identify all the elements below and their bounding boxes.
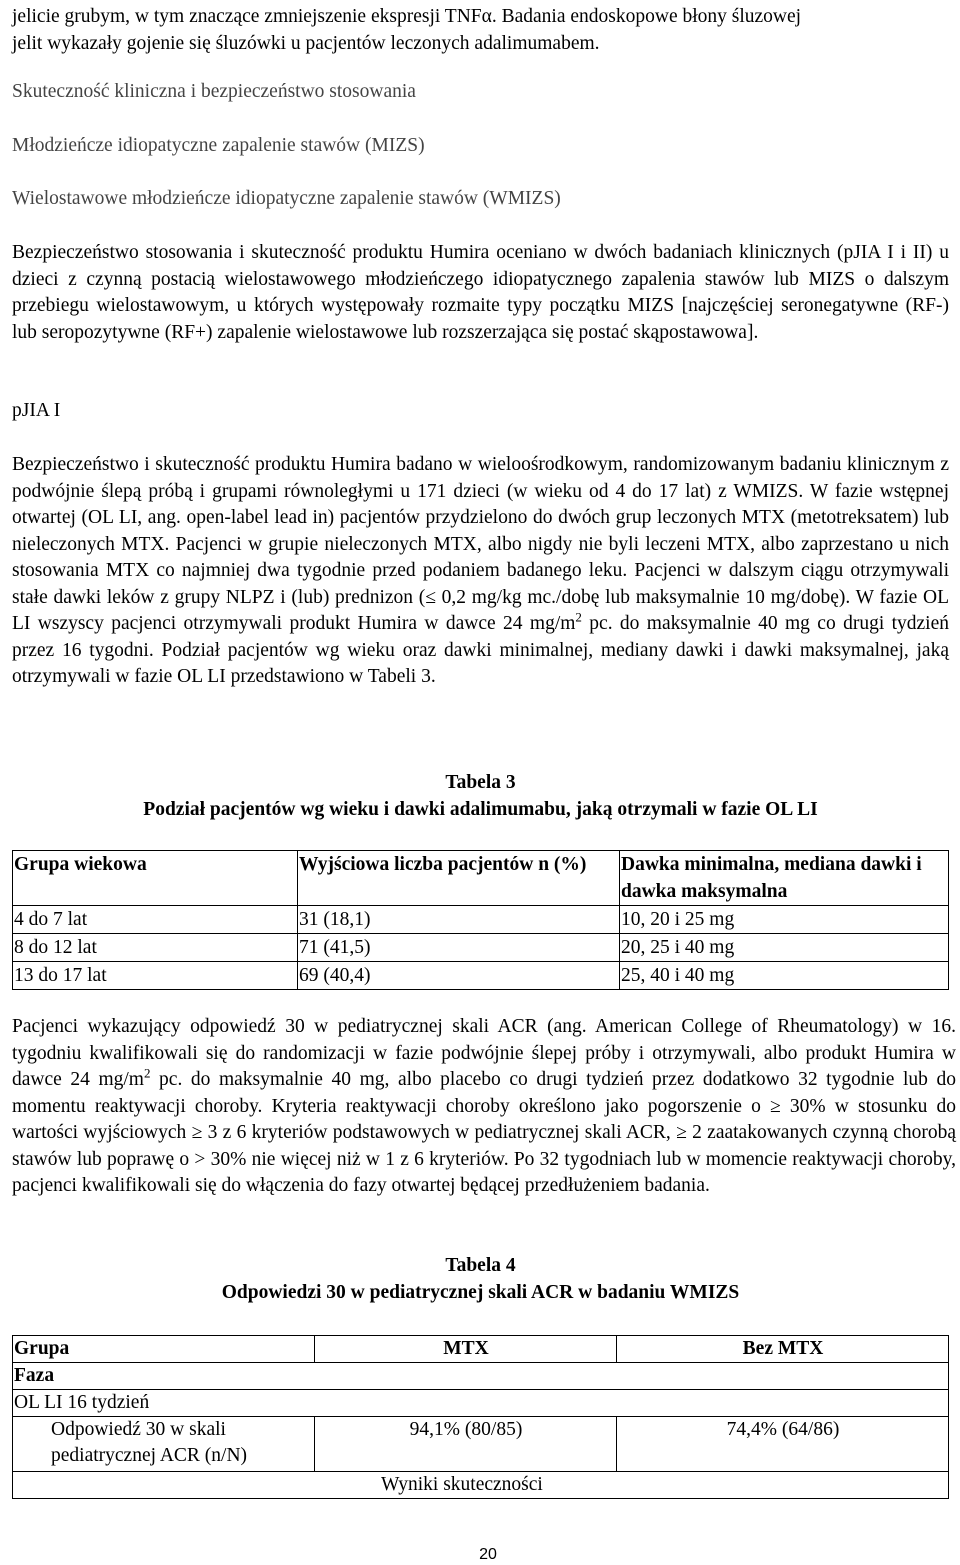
table-row (13, 906, 949, 934)
study-subheading: pJIA I (12, 400, 61, 421)
paragraph-study-design (12, 452, 949, 691)
section-heading: Skuteczność kliniczna i bezpieczeństwo stosowania (12, 81, 416, 102)
page-number: 20 (479, 1546, 497, 1563)
para3-text-a: Pacjenci wykazujący odpowiedź 30 w pediatrycznej skali ACR (ang. American College of Rheumatology) w 16. tygodniu kwalifikowali się do randomizacji w fazie podwójnie ślepej próby i otrzymywali, albo produkt Humira w dawce 24 mg/m (12, 1016, 956, 1090)
table3-cell: 13 do 17 lat (13, 962, 298, 990)
table3-header-cell: Dawka minimalna, mediana dawki i dawka maksymalna (620, 851, 949, 906)
table3-header-cell: Wyjściowa liczba pacjentów n (%) (298, 851, 620, 906)
table3-cell: 4 do 7 lat (13, 906, 298, 934)
table3 (12, 850, 949, 990)
table-row (13, 1390, 949, 1417)
table-row (13, 1363, 949, 1390)
table3-cell: 71 (41,5) (298, 934, 620, 962)
table-row (13, 1417, 949, 1472)
intro-line-1: jelicie grubym, w tym znaczące zmniejszenie ekspresji TNFα. Badania endoskopowe błony śluzowej (12, 6, 802, 27)
table-row (13, 934, 949, 962)
table4-cell: 74,4% (64/86) (617, 1417, 949, 1472)
sub-subsection-heading: Wielostawowe młodzieńcze idiopatyczne zapalenie stawów (WMIZS) (12, 188, 561, 209)
table3-cell: 8 do 12 lat (13, 934, 298, 962)
paragraph-randomization (12, 1014, 956, 1200)
table3-cell: 10, 20 i 25 mg (620, 906, 949, 934)
table3-title: Podział pacjentów wg wieku i dawki adalimumabu, jaką otrzymali w fazie OL LI (143, 799, 818, 820)
subsection-heading: Młodzieńcze idiopatyczne zapalenie stawów (MIZS) (12, 135, 425, 156)
table4-cell: Bez MTX (617, 1336, 949, 1363)
table3-label: Tabela 3 (445, 772, 516, 793)
table4-cell: OL LI 16 tydzień (13, 1390, 949, 1417)
table4 (12, 1335, 949, 1499)
table4-cell: Faza (13, 1363, 949, 1390)
table4-cell: Odpowiedź 30 w skali pediatrycznej ACR (n/N) (13, 1417, 315, 1472)
table3-cell: 69 (40,4) (298, 962, 620, 990)
para3-text-b: pc. do maksymalnie 40 mg, albo placebo co drugi tydzień przez dodatkowo 32 tygodnie lub do momentu reaktywacji choroby. Kryteria reaktywacji choroby określono jako pogorszenie o ≥ 30% w stosunku do wartości wyjściowych ≥ 3 z 6 kryteriów podstawowych w pediatrycznej skali ACR, ≥ 2 zaatakowanych czynną chorobą stawów lub poprawę o > 30% nie więcej niż w 1 z 6 kryteriów. Po 32 tygodniach lub w momencie reaktywacji choroby, pacjenci kwalifikowali się do włączenia do fazy otwartej będącej przedłużeniem badania. (12, 1069, 956, 1196)
para2-text-b: pc. do maksymalnie 40 mg co drugi tydzień przez 16 tygodni. Podział pacjentów wg wieku oraz dawki minimalnej, mediany dawki i dawki maksymalnej, jaką otrzymywali w fazie OL LI przedstawiono w Tabeli 3. (12, 613, 949, 687)
table-header-row (13, 851, 949, 906)
para3-sup: 2 (143, 1065, 151, 1081)
para2-text-a: Bezpieczeństwo i skuteczność produktu Humira badano w wieloośrodkowym, randomizowanym badaniu klinicznym z podwójnie ślepą próbą i grupami równoległymi u 171 dzieci (w wieku od 4 do 17 lat) z WMIZS. W fazie wstępnej otwartej (OL LI, ang. open-label lead in) pacjentów przydzielono do dwóch grup leczonych MTX (metotreksatem) lub nieleczonych MTX. Pacjenci w grupie nieleczonych MTX, albo nigdy nie byli leczeni MTX, albo zaprzestano u nich stosowania MTX co najmniej dwa tygodnie przed podaniem badanego leku. Pacjenci w dalszym ciągu otrzymywali stałe dawki leków z grupy NLPZ i (lub) prednizon (≤ 0,2 mg/kg mc./dobę lub maksymalnie 10 mg/dobę). W fazie OL LI wszyscy pacjenci otrzymywali produkt Humira w dawce 24 mg/m (12, 454, 949, 634)
table3-cell: 25, 40 i 40 mg (620, 962, 949, 990)
para2-sup: 2 (575, 609, 582, 625)
table3-cell: 20, 25 i 40 mg (620, 934, 949, 962)
table-row (13, 1472, 949, 1499)
table4-cell: Grupa (13, 1336, 315, 1363)
table4-cell: 94,1% (80/85) (315, 1417, 617, 1472)
table3-cell: 31 (18,1) (298, 906, 620, 934)
table3-header-cell: Grupa wiekowa (13, 851, 298, 906)
table4-label: Tabela 4 (445, 1255, 516, 1276)
table-row (13, 962, 949, 990)
table-row (13, 1336, 949, 1363)
table4-cell: MTX (315, 1336, 617, 1363)
table4-title: Odpowiedzi 30 w pediatrycznej skali ACR w badaniu WMIZS (221, 1282, 740, 1303)
paragraph-study-overview: Bezpieczeństwo stosowania i skuteczność produktu Humira oceniano w dwóch badaniach klinicznych (pJIA I i II) u dzieci z czynną postacią wielostawowego młodzieńczego idiopatycznego zapalenia stawów lub MIZS o dalszym przebiegu wielostawowym, u których występowały rozmaite typy początku MIZS [najczęściej seronegatywne (RF-) lub seropozytywne (RF+) zapalenie wielostawowe lub rozszerzająca się postać skąpostawowa]. (12, 242, 949, 343)
intro-line-2: jelit wykazały gojenie się śluzówki u pacjentów leczonych adalimumabem. (12, 33, 600, 54)
table4-cell: Wyniki skuteczności (13, 1472, 949, 1499)
